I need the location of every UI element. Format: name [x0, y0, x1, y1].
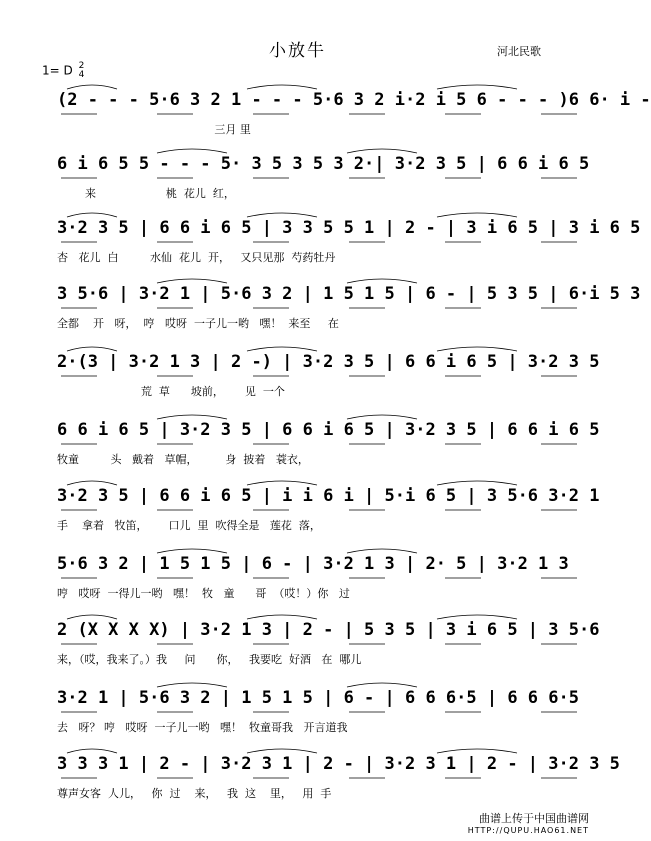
- score-line: [57, 484, 600, 544]
- notation-row: 3·2 3 5 | 6 6 i 6 5 | i i 6 i | 5·i 6 5 | 3 5·6 3·2 1: [57, 486, 600, 506]
- notation-row: 6 6 i 6 5 | 3·2 3 5 | 6 6 i 6 5 | 3·2 3 5 | 6 6 i 6 5: [57, 420, 600, 440]
- score-line: [57, 216, 641, 276]
- notation-row: 3·2 3 5 | 6 6 i 6 5 | 3 3 5 5 1 | 2 - | 3 i 6 5 | 3 i 6 5: [57, 218, 641, 238]
- meter-bottom: 4: [78, 70, 85, 80]
- lyric-row: 三月 里: [57, 123, 251, 136]
- score-line: [57, 686, 579, 746]
- notation-row: 2 (X X X X) | 3·2 1 3 | 2 - | 5 3 5 | 3 i 6 5 | 3 5·6: [57, 620, 600, 640]
- notation-row: 3 5·6 | 3·2 1 | 5·6 3 2 | 1 5 1 5 | 6 - | 5 3 5 | 6·i 5 3: [57, 284, 641, 304]
- lyric-row: 去 呀？ 哼 哎呀 一子儿一哟 嘿！ 牧童哥我 开言道我: [57, 721, 348, 734]
- score-line: [57, 418, 600, 478]
- lyric-row: 哼 哎呀 一得儿一哟 嘿！ 牧 童 哥 （哎！）你 过: [57, 587, 350, 600]
- footer-line-1: 曲谱上传于中国曲谱网: [479, 812, 589, 825]
- lyric-row: 来 桃 花儿 红，: [57, 187, 235, 200]
- score-line: [57, 88, 651, 148]
- score-line: [57, 618, 600, 678]
- lyric-row: 杏 花儿 白 水仙 花儿 开， 又只见那 芍药牡丹: [57, 251, 336, 264]
- meter-top: 2: [78, 61, 85, 71]
- score-line: [57, 152, 590, 212]
- composer-label: 河北民歌: [497, 45, 541, 58]
- lyric-row: 全都 开 呀， 哼 哎呀 一子儿一哟 嘿！ 来至 在: [57, 317, 339, 330]
- notation-row: 3·2 1 | 5·6 3 2 | 1 5 1 5 | 6 - | 6 6 6·5 | 6 6 6·5: [57, 688, 579, 708]
- notation-row: 3 3 3 1 | 2 - | 3·2 3 1 | 2 - | 3·2 3 1 | 2 - | 3·2 3 5: [57, 754, 620, 774]
- page-title: 小放牛: [269, 41, 326, 61]
- lyric-row: 尊声女客 人儿， 你 过 来， 我 这 里， 用 手: [57, 787, 332, 800]
- score-line: [57, 752, 620, 812]
- notation-row: (2 - - - 5·6 3 2 1 - - - 5·6 3 2 i·2 i 5 6 - - - )6 6· i -: [57, 90, 651, 110]
- notation-row: 5·6 3 2 | 1 5 1 5 | 6 - | 3·2 1 3 | 2· 5 | 3·2 1 3: [57, 554, 569, 574]
- footer-url: HTTP://QUPU.HAO61.NET: [467, 826, 589, 835]
- notation-row: 6 i 6 5 5 - - - 5· 3 5 3 5 3 2·| 3·2 3 5 | 6 6 i 6 5: [57, 154, 590, 174]
- lyric-row: 来，（哎，我来了。）我 问 你， 我要吃 好酒 在 哪儿: [57, 653, 362, 666]
- score-line: [57, 552, 569, 612]
- lyric-row: 荒 草 坡前， 见 一个: [57, 385, 285, 398]
- key-signature: [42, 62, 84, 80]
- score-line: [57, 282, 641, 342]
- time-signature: [79, 62, 85, 80]
- key-label: 1= D: [42, 63, 73, 78]
- lyric-row: 牧童 头 戴着 草帽， 身 披着 蓑衣，: [57, 453, 309, 466]
- notation-row: 2·(3 | 3·2 1 3 | 2 -) | 3·2 3 5 | 6 6 i 6 5 | 3·2 3 5: [57, 352, 600, 372]
- lyric-row: 手 拿着 牧笛， 口儿 里 吹得全是 莲花 落，: [57, 519, 321, 532]
- watermark-footer: [468, 813, 589, 837]
- score-line: [57, 350, 600, 410]
